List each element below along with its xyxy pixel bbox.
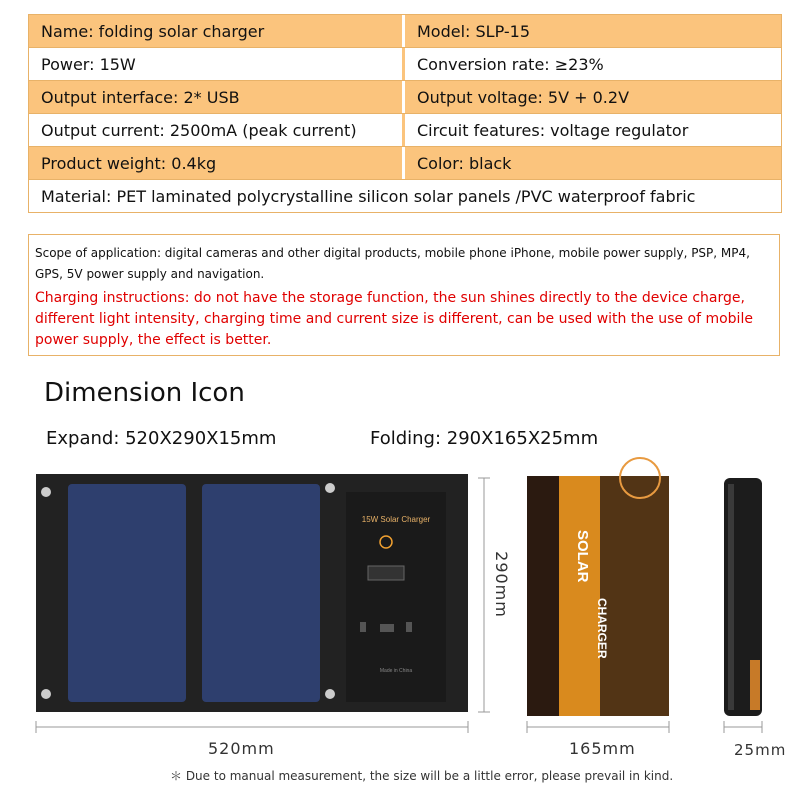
display-icon	[368, 566, 404, 580]
spec-material: Material: PET laminated polycrystalline silicon solar panels /PVC waterproof fabric	[41, 186, 696, 206]
height-dimension-line	[478, 478, 490, 712]
side-orange-strip	[750, 660, 760, 710]
spec-circuit: Circuit features: voltage regulator	[417, 120, 689, 140]
expand-size: Expand: 520X290X15mm	[46, 428, 277, 449]
panel-label: 15W Solar Charger	[361, 515, 431, 524]
spec-output-interface: Output interface: 2* USB	[29, 81, 405, 113]
grommet	[41, 689, 51, 699]
grommet	[325, 483, 335, 493]
thickness-dimension-line	[724, 721, 762, 733]
folded-text-solar: SOLAR	[574, 530, 591, 583]
scope-text: Scope of application: digital cameras and other digital products, mobile phone iPhone, mobile power supply, PSP, MP4, GPS, 5V power supply and navigation.	[35, 246, 750, 281]
solar-panel	[68, 484, 186, 702]
footnote: ＊ Due to manual measurement, the size will be a little error, please prevail in kind.	[170, 769, 674, 783]
height-label: 290mm	[491, 551, 511, 618]
folded-spine	[527, 476, 559, 716]
expanded-charger	[36, 474, 468, 712]
device-icon	[406, 622, 412, 632]
spec-weight: Product weight: 0.4kg	[29, 147, 405, 179]
folded-charger-side	[724, 478, 762, 716]
folded-charger-front	[527, 458, 669, 716]
folded-width-label: 165mm	[569, 739, 636, 758]
folded-text-number: 15	[572, 592, 599, 619]
grommet	[41, 487, 51, 497]
solar-panel	[202, 484, 320, 702]
spec-output-current: Output current: 2500mA (peak current)	[29, 114, 405, 146]
width-dimension-line	[36, 721, 468, 733]
spec-power: Power: 15W	[29, 48, 405, 80]
dimension-title: Dimension Icon	[44, 378, 245, 408]
folded-width-dimension-line	[527, 721, 669, 733]
charging-instructions: Charging instructions: do not have the storage function, the sun shines directly to the device charge, different light intensity, charging time and current size is different, can be used with the use of mobile power supply, the effect is better.	[35, 290, 753, 348]
spec-model: Model: SLP-15	[417, 21, 531, 41]
folding-size: Folding: 290X165X25mm	[370, 428, 599, 449]
spec-output-voltage: Output voltage: 5V + 0.2V	[417, 87, 630, 107]
thickness-label: 25mm	[734, 741, 787, 759]
made-in-label: Made in China	[379, 668, 413, 674]
spec-name: Name: folding solar charger	[29, 15, 405, 47]
folded-text-charger: CHARGER	[595, 598, 609, 659]
power-bank-icon	[380, 624, 394, 632]
grommet	[325, 689, 335, 699]
phone-icon	[360, 622, 366, 632]
side-edge	[728, 484, 734, 710]
folded-dark-area	[600, 476, 669, 716]
spec-color: Color: black	[417, 153, 512, 173]
width-label: 520mm	[208, 739, 275, 758]
spec-conversion: Conversion rate: ≥23%	[417, 54, 604, 74]
